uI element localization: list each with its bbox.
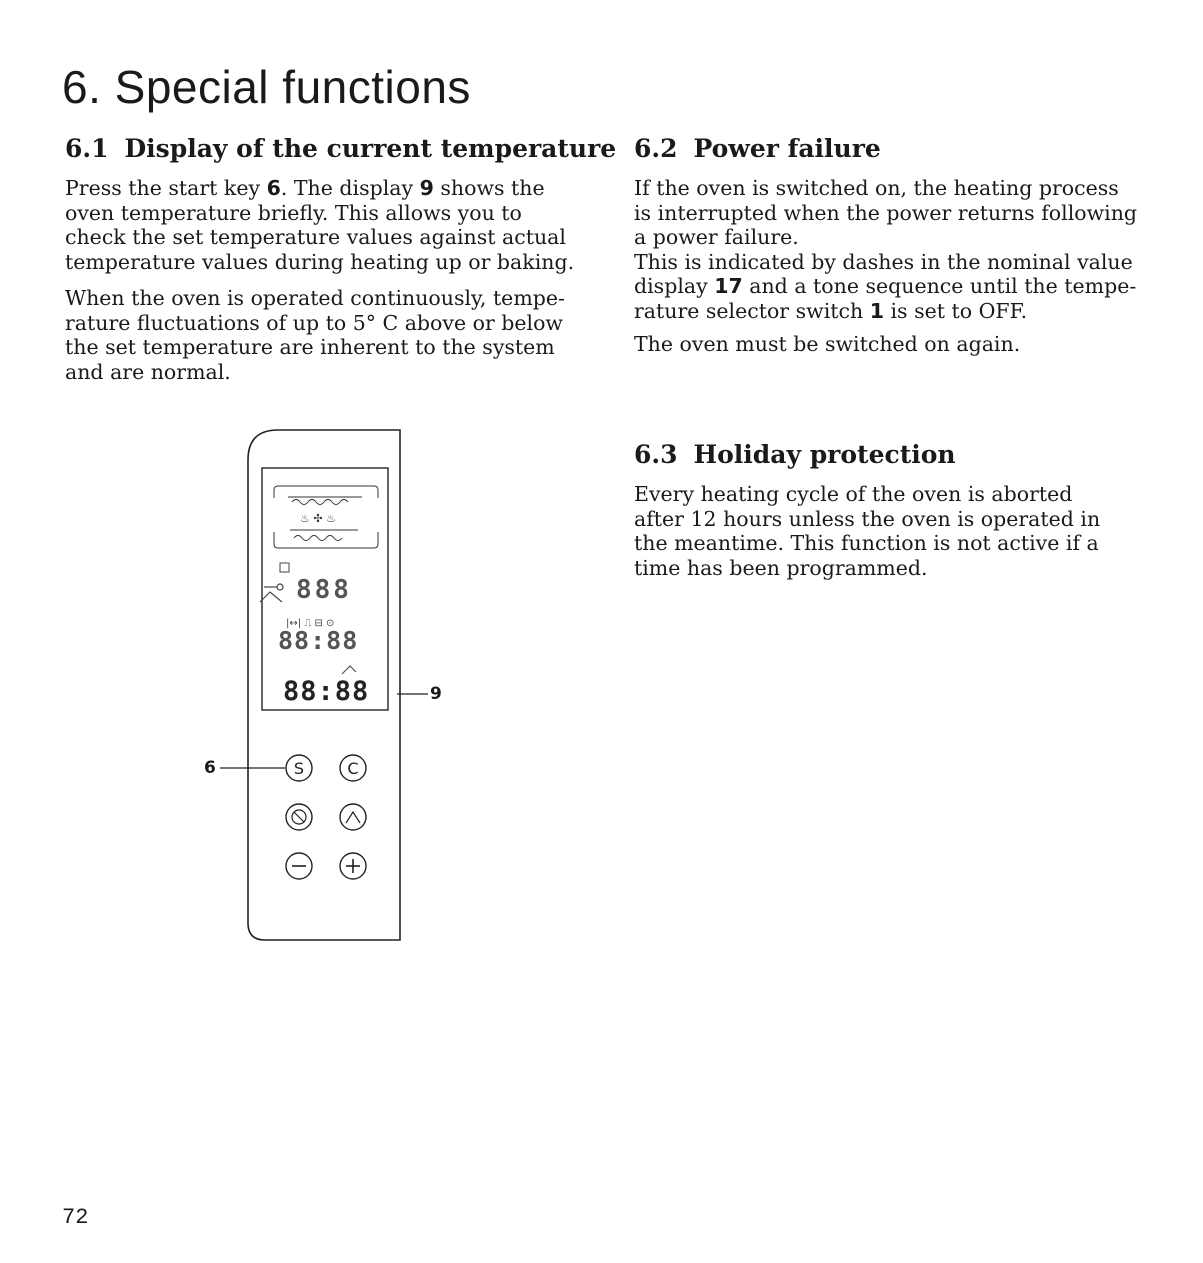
- callout-label-start-key: 6: [204, 758, 216, 778]
- section-6-3-heading: [634, 440, 956, 470]
- text: is set to OFF.: [883, 298, 1028, 323]
- section-6-2-heading: [634, 134, 881, 164]
- section-6-3-number: 6.3: [634, 440, 678, 469]
- plus-key-button[interactable]: [340, 853, 366, 879]
- section-6-2-title: Power failure: [693, 134, 881, 163]
- text: If the oven is switched on, the heating process is interrupted when the power returns following a power failure. This is indicated by dashes in the nominal value display: [634, 176, 1138, 298]
- chapter-title: 6. Special functions: [62, 61, 471, 113]
- ref-nominal-display: 17: [714, 274, 743, 298]
- section-6-1-heading: [65, 134, 616, 164]
- clock-display: 88:88: [278, 626, 359, 655]
- start-key-button[interactable]: [286, 755, 312, 781]
- clear-key-button[interactable]: [340, 755, 366, 781]
- section-6-2-paragraph-1: [634, 176, 1194, 323]
- text: . The display: [280, 176, 420, 200]
- section-6-3-title: Holiday protection: [693, 440, 956, 469]
- temperature-display: 888: [296, 575, 352, 605]
- lock-icon: [280, 563, 289, 572]
- start-key-glyph: S: [293, 759, 305, 778]
- callout-label-display: 9: [430, 684, 442, 704]
- main-display: 88:88: [283, 676, 370, 707]
- svg-text:|↔| ⎍ ⊟ ⊙: |↔| ⎍ ⊟ ⊙: [286, 618, 335, 629]
- section-6-3-paragraph-1: Every heating cycle of the oven is aborted after 12 hours unless the oven is operated in the meantime. This function is not active if a time has been programmed.: [634, 482, 1101, 580]
- ref-display: 9: [419, 176, 434, 200]
- svg-text:♨ ✣ ♨: ♨ ✣ ♨: [300, 512, 336, 525]
- ref-selector-switch: 1: [869, 298, 884, 323]
- key-icon: [260, 584, 283, 602]
- ref-start-key: 6: [266, 176, 281, 200]
- rotisserie-icon: [342, 666, 356, 674]
- off-key-button[interactable]: [286, 804, 312, 830]
- oven-control-panel-figure: [190, 420, 470, 950]
- section-6-1-title: Display of the current temperature: [124, 134, 617, 163]
- section-6-1-paragraph-1: [65, 176, 625, 274]
- page-number: 72: [62, 1205, 89, 1230]
- text: and a tone sequence until the tempe- rature selector switch: [634, 274, 1137, 323]
- text: Press the start key: [65, 176, 267, 200]
- clear-key-glyph: C: [347, 759, 359, 778]
- text: shows the oven temperature briefly. This allows you to check the set temperature values against actual temperature values during heating up or baking.: [65, 176, 575, 274]
- minus-key-button[interactable]: [286, 853, 312, 879]
- section-6-2-paragraph-2: The oven must be switched on again.: [634, 332, 1021, 356]
- section-6-1-number: 6.1: [65, 134, 109, 163]
- heating-mode-indicator: [274, 486, 378, 548]
- section-6-1-paragraph-2: When the oven is operated continuously, tempe- rature fluctuations of up to 5° C above or below the set temperature are inherent to the system and are normal.: [65, 286, 565, 384]
- section-6-2-number: 6.2: [634, 134, 678, 163]
- rotisserie-key-button[interactable]: [340, 804, 366, 830]
